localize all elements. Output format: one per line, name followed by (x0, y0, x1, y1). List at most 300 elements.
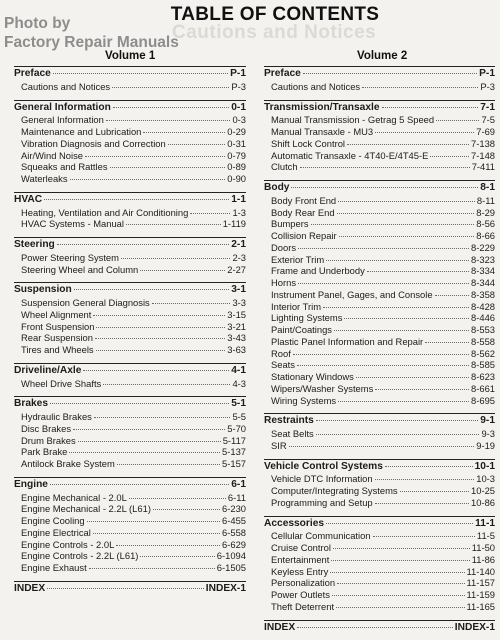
toc-entry (264, 497, 495, 509)
toc-entry-label: Antilock Brake System (21, 458, 115, 469)
section-header (14, 363, 246, 377)
toc-entry (264, 289, 495, 301)
toc-entry-label: Steering Wheel and Column (21, 263, 139, 275)
watermark-line-2: Factory Repair Manuals (4, 34, 179, 51)
toc-entry-label: Front Suspension (21, 320, 95, 332)
toc-entry-page: 4-3 (232, 377, 246, 389)
section-heading-row (14, 479, 246, 491)
section-title: Driveline/Axle (14, 364, 82, 376)
toc-entry-label: Power Outlets (271, 589, 330, 600)
toc-section (14, 237, 246, 275)
section-heading-row (14, 398, 246, 410)
toc-entry (264, 336, 495, 348)
toc-section (14, 581, 246, 595)
toc-entry (14, 458, 246, 470)
section-header (14, 581, 246, 595)
toc-entry-page: 7-148 (471, 149, 495, 161)
toc-entry (14, 114, 246, 126)
dot-leader (338, 401, 469, 402)
toc-entry (264, 566, 495, 578)
section-page: 5-1 (231, 398, 246, 410)
dot-leader (53, 73, 228, 74)
section-page: 10-1 (474, 460, 495, 472)
dot-leader (362, 87, 478, 88)
dot-leader (96, 327, 225, 328)
toc-entry-label: Wheel Drive Shafts (21, 377, 102, 389)
toc-entry (14, 539, 246, 551)
section-title: Preface (264, 68, 301, 79)
toc-entry (14, 550, 246, 562)
toc-entry-page: 8-661 (471, 382, 495, 394)
dot-leader (334, 330, 469, 331)
section-title: Preface (14, 68, 51, 79)
toc-entry-label: Theft Deterrent (271, 600, 335, 612)
toc-entry-page: 5-70 (227, 422, 246, 434)
dot-leader (70, 179, 226, 180)
toc-entry-label: Suspension General Diagnosis (21, 297, 150, 308)
section-page: P-1 (230, 68, 246, 79)
toc-entry (264, 81, 495, 93)
toc-entry-label: Manual Transmission - Getrag 5 Speed (271, 114, 435, 126)
toc-entry-page: 11-157 (466, 577, 495, 589)
section-heading-row (14, 102, 246, 114)
toc-entry-label: Engine Exhaust (21, 562, 87, 573)
dot-leader (326, 260, 469, 261)
toc-entry-page: 8-11 (476, 194, 495, 206)
dot-leader (44, 199, 229, 200)
dot-leader (47, 588, 204, 589)
watermark (4, 14, 179, 52)
section-page: P-1 (479, 68, 495, 79)
dot-leader (331, 560, 469, 561)
toc-entry (14, 411, 246, 423)
toc-entry-page: 8-229 (471, 241, 495, 253)
toc-entry-page: 8-562 (471, 347, 495, 359)
section-header (14, 477, 246, 491)
section-heading-row (264, 518, 495, 530)
toc-entry-label: Wipers/Washer Systems (271, 382, 374, 394)
section-heading-row (14, 239, 246, 251)
dot-leader (430, 156, 469, 157)
dot-leader (311, 224, 475, 225)
toc-entry-label: Clutch (271, 161, 298, 173)
toc-entry-page: 2-3 (232, 251, 246, 263)
section-page: 8-1 (480, 182, 495, 193)
toc-entry-page: 8-66 (476, 230, 495, 241)
toc-entry-page: 6-629 (222, 538, 246, 550)
toc-entry (264, 218, 495, 230)
toc-entry-label: Personalization (271, 577, 336, 589)
toc-entry (14, 378, 246, 390)
section-header (264, 620, 495, 634)
toc-entry-page: 6-1094 (216, 550, 246, 562)
dot-leader (168, 144, 226, 145)
section-title: Vehicle Control Systems (264, 460, 383, 472)
section-page: 3-1 (231, 284, 246, 296)
toc-section (264, 180, 495, 406)
toc-entry-page: 8-56 (476, 218, 495, 230)
dot-leader (74, 289, 230, 290)
toc-entry-label: Hydraulic Brakes (21, 411, 92, 422)
toc-entry-label: Seats (271, 359, 295, 371)
dot-leader (143, 132, 225, 133)
dot-leader (121, 258, 230, 259)
toc-section (264, 516, 495, 613)
section-title: Suspension (14, 284, 72, 296)
toc-entry (264, 195, 495, 207)
dot-leader (298, 283, 469, 284)
section-title: Engine (14, 478, 48, 490)
toc-entry (264, 301, 495, 313)
toc-entry-page: 10-3 (476, 473, 495, 485)
toc-entry (264, 601, 495, 613)
section-title: INDEX (264, 621, 296, 633)
toc-entry-page: 5-5 (232, 411, 246, 422)
dot-leader (337, 583, 464, 584)
section-page: 9-1 (480, 415, 495, 427)
toc-entry (264, 348, 495, 360)
toc-entry (14, 344, 246, 356)
toc-entry-label: Body Rear End (271, 206, 335, 218)
toc-entry-page: 3-63 (227, 344, 246, 355)
toc-entry (14, 218, 246, 230)
toc-entry-label: Entertainment (271, 553, 330, 565)
toc-entry-label: Computer/Integrating Systems (271, 485, 398, 496)
toc-entry (264, 485, 495, 497)
section-title: INDEX (14, 582, 46, 594)
toc-entry-label: Manual Transaxle - MU3 (271, 126, 374, 137)
toc-entry-page: 8-446 (471, 312, 495, 324)
toc-entry (264, 383, 495, 395)
dot-leader (316, 434, 480, 435)
toc-entry-page: 0-3 (232, 114, 246, 126)
toc-entry-page: 5-117 (222, 434, 246, 446)
toc-entry (264, 254, 495, 266)
dot-leader (375, 503, 469, 504)
toc-entry (14, 150, 246, 162)
dot-leader (356, 377, 469, 378)
toc-section (264, 620, 495, 634)
toc-entry-page: 0-31 (227, 137, 246, 149)
toc-entry (14, 138, 246, 150)
toc-section (14, 282, 246, 356)
toc-entry-label: Exterior Trim (271, 253, 325, 265)
toc-entry-label: Plastic Panel Information and Repair (271, 335, 424, 347)
toc-entry-label: HVAC Systems - Manual (21, 218, 124, 230)
page-title: TABLE OF CONTENTS (170, 4, 380, 25)
dot-leader (297, 365, 469, 366)
toc-entry-label: Heating, Ventilation and Air Conditioning (21, 206, 189, 218)
dot-leader (94, 417, 231, 418)
section-heading-row (264, 182, 495, 194)
section-header (264, 180, 495, 194)
dot-leader (337, 213, 475, 214)
section-page: 0-1 (231, 101, 246, 113)
section-heading-row (264, 415, 495, 427)
toc-entry-page: 8-585 (471, 359, 495, 371)
dot-leader (338, 201, 475, 202)
toc-entry (14, 161, 246, 173)
dot-leader (50, 403, 229, 404)
toc-entry-label: Horns (271, 277, 297, 288)
dot-leader (96, 350, 226, 351)
dot-leader (298, 248, 469, 249)
toc-entry-page: 6-230 (222, 503, 246, 515)
dot-leader (129, 498, 226, 499)
toc-entry-label: Wiring Systems (271, 394, 337, 406)
section-header (264, 459, 495, 473)
toc-entry-label: Maintenance and Lubrication (21, 126, 142, 137)
dot-leader (297, 627, 453, 628)
section-page: INDEX-1 (205, 582, 246, 594)
toc-entry (264, 530, 495, 542)
dot-leader (140, 270, 225, 271)
toc-entry-label: Cellular Communication (271, 530, 371, 542)
toc-entry (264, 265, 495, 277)
dot-leader (339, 236, 475, 237)
dot-leader (375, 389, 469, 390)
toc-entry (264, 473, 495, 485)
toc-entry-page: 6-1505 (216, 562, 246, 573)
dot-leader (89, 568, 215, 569)
toc-entry (264, 324, 495, 336)
toc-entry-label: Waterleaks (21, 173, 68, 184)
toc-entry-page: 8-428 (471, 300, 495, 312)
dot-leader (113, 107, 229, 108)
dot-leader (93, 533, 220, 534)
dot-leader (330, 572, 464, 573)
volume-2-title: Volume 2 (357, 50, 408, 62)
toc-entry (264, 440, 495, 452)
toc-entry-page: 6-455 (222, 515, 246, 526)
section-title: Body (264, 182, 290, 193)
toc-entry (14, 309, 246, 321)
dot-leader (435, 295, 469, 296)
dot-leader (333, 548, 470, 549)
toc-entry-label: Power Steering System (21, 251, 119, 263)
section-title: Steering (14, 239, 55, 250)
dot-leader (344, 318, 469, 319)
section-page: 1-1 (231, 193, 246, 205)
toc-section (264, 66, 495, 93)
dot-leader (116, 545, 220, 546)
section-header (14, 100, 246, 114)
toc-entry-page: 1-3 (232, 206, 246, 218)
toc-entry-page: 5-157 (222, 458, 246, 469)
toc-entry-page: 3-21 (227, 320, 246, 332)
toc-entry (14, 297, 246, 309)
toc-entry-page: 2-27 (227, 263, 246, 275)
section-header (14, 282, 246, 296)
toc-section (14, 66, 246, 93)
dot-leader (50, 484, 229, 485)
toc-entry-label: Wheel Alignment (21, 308, 92, 320)
volume-2-column (264, 66, 495, 640)
toc-entry-label: Keyless Entry (271, 565, 329, 577)
section-page: 11-1 (475, 517, 495, 529)
section-page: INDEX-1 (454, 621, 495, 633)
section-title: General Information (14, 101, 111, 113)
toc-entry (14, 515, 246, 527)
volume-1-title: Volume 1 (105, 50, 156, 62)
section-header (14, 66, 246, 80)
dot-leader (126, 224, 221, 225)
toc-entry-label: Automatic Transaxle - 4T40-E/4T45-E (271, 149, 429, 161)
toc-entry (14, 173, 246, 185)
toc-entry (14, 252, 246, 264)
dot-leader (293, 354, 469, 355)
section-heading-row (14, 68, 246, 80)
toc-entry-page: 11-159 (466, 589, 495, 600)
toc-entry-label: Park Brake (21, 446, 68, 458)
toc-entry-page: 7-138 (471, 137, 495, 149)
toc-entry (264, 428, 495, 440)
toc-entry-label: Engine Cooling (21, 515, 85, 526)
toc-entry-page: P-3 (231, 80, 246, 92)
dot-leader (436, 120, 479, 121)
dot-leader (112, 87, 229, 88)
toc-entry-label: Seat Belts (271, 428, 314, 439)
toc-entry-page: 8-29 (476, 206, 495, 218)
toc-entry-label: Paint/Coatings (271, 324, 332, 335)
toc-entry-page: 8-623 (471, 371, 495, 382)
toc-entry-label: Air/Wind Noise (21, 149, 83, 161)
dot-leader (367, 271, 469, 272)
toc-entry-page: 11-140 (466, 565, 495, 577)
toc-entry (14, 435, 246, 447)
section-page: 7-1 (480, 101, 495, 113)
toc-entry-label: Engine Electrical (21, 526, 91, 538)
dot-leader (117, 464, 220, 465)
dot-leader (300, 167, 470, 168)
toc-entry-label: Interior Trim (271, 300, 322, 312)
toc-section (264, 413, 495, 451)
toc-entry-page: 11-86 (471, 553, 495, 565)
dot-leader (106, 120, 231, 121)
section-header (14, 396, 246, 410)
dot-leader (332, 595, 465, 596)
dot-leader (303, 73, 477, 74)
toc-entry (264, 150, 495, 162)
toc-entry (14, 126, 246, 138)
toc-entry-label: Vehicle DTC Information (271, 473, 373, 485)
toc-entry-page: 8-553 (471, 324, 495, 335)
toc-entry-page: 0-29 (227, 126, 246, 137)
section-header (14, 237, 246, 251)
toc-entry (14, 321, 246, 333)
toc-entry (14, 207, 246, 219)
toc-entry-page: 7-411 (471, 161, 495, 173)
toc-entry-label: Vibration Diagnosis and Correction (21, 137, 166, 149)
toc-entry-page: 10-25 (471, 485, 495, 496)
ghost-background-text: Cautions and Notices (172, 22, 377, 43)
dot-leader (375, 479, 475, 480)
toc-section (264, 100, 495, 174)
toc-entry-page: 8-695 (471, 394, 495, 406)
dot-leader (110, 167, 226, 168)
toc-entry (264, 161, 495, 173)
section-title: Brakes (14, 398, 48, 410)
section-header (14, 192, 246, 206)
toc-entry-page: 0-79 (227, 149, 246, 161)
toc-entry-page: 9-3 (481, 428, 495, 439)
toc-entry-page: 8-344 (471, 277, 495, 288)
toc-entry (264, 277, 495, 289)
section-heading-row (264, 622, 495, 634)
toc-entry-label: Engine Mechanical - 2.2L (L61) (21, 503, 151, 515)
toc-entry-page: 8-334 (471, 265, 495, 277)
section-page: 2-1 (231, 239, 246, 250)
toc-entry-page: 3-43 (227, 332, 246, 344)
dot-leader (400, 491, 469, 492)
toc-entry-page: 8-358 (471, 288, 495, 300)
toc-entry-page: 8-558 (471, 335, 495, 347)
toc-entry-label: Drum Brakes (21, 434, 76, 446)
dot-leader (336, 607, 464, 608)
toc-entry (264, 242, 495, 254)
dot-leader (103, 384, 230, 385)
toc-entry-label: Frame and Underbody (271, 265, 365, 277)
section-header (264, 516, 495, 530)
toc-section (14, 192, 246, 230)
toc-section (14, 477, 246, 574)
dot-leader (152, 303, 231, 304)
toc-entry (264, 207, 495, 219)
toc-entry-label: Cautions and Notices (21, 80, 111, 92)
dot-leader (153, 509, 220, 510)
toc-entry-page: 6-558 (222, 526, 246, 538)
section-page: 6-1 (231, 478, 246, 490)
section-title: Transmission/Transaxle (264, 101, 380, 113)
toc-entry-page: 3-15 (227, 308, 246, 320)
dot-leader (289, 446, 475, 447)
dot-leader (93, 315, 225, 316)
toc-entry (14, 562, 246, 574)
toc-entry-page: 7-5 (481, 114, 495, 126)
toc-entry-page: 5-137 (222, 446, 246, 458)
dot-leader (73, 429, 225, 430)
volume-1-column (14, 66, 246, 602)
section-heading-row (14, 583, 246, 595)
dot-leader (78, 441, 221, 442)
dot-leader (373, 536, 475, 537)
toc-entry-label: Stationary Windows (271, 371, 354, 382)
toc-entry-page: 10-86 (471, 496, 495, 508)
toc-entry-label: Lighting Systems (271, 312, 343, 324)
section-header (264, 66, 495, 80)
toc-entry-label: Rear Suspension (21, 332, 93, 344)
toc-entry (14, 446, 246, 458)
section-title: Accessories (264, 517, 325, 529)
toc-entry-page: 7-69 (476, 126, 495, 137)
toc-entry-label: Body Front End (271, 194, 337, 206)
toc-entry-label: Cautions and Notices (271, 80, 361, 92)
dot-leader (69, 452, 220, 453)
dot-leader (385, 466, 473, 467)
toc-entry (264, 577, 495, 589)
toc-entry-page: 11-165 (466, 600, 495, 612)
toc-entry (14, 264, 246, 276)
toc-entry-label: Doors (271, 241, 297, 253)
dot-leader (140, 556, 214, 557)
dot-leader (425, 342, 469, 343)
dot-leader (57, 244, 230, 245)
dot-leader (85, 156, 225, 157)
dot-leader (382, 107, 479, 108)
section-heading-row (14, 284, 246, 296)
toc-entry (264, 312, 495, 324)
toc-entry-label: Engine Mechanical - 2.0L (21, 491, 127, 503)
